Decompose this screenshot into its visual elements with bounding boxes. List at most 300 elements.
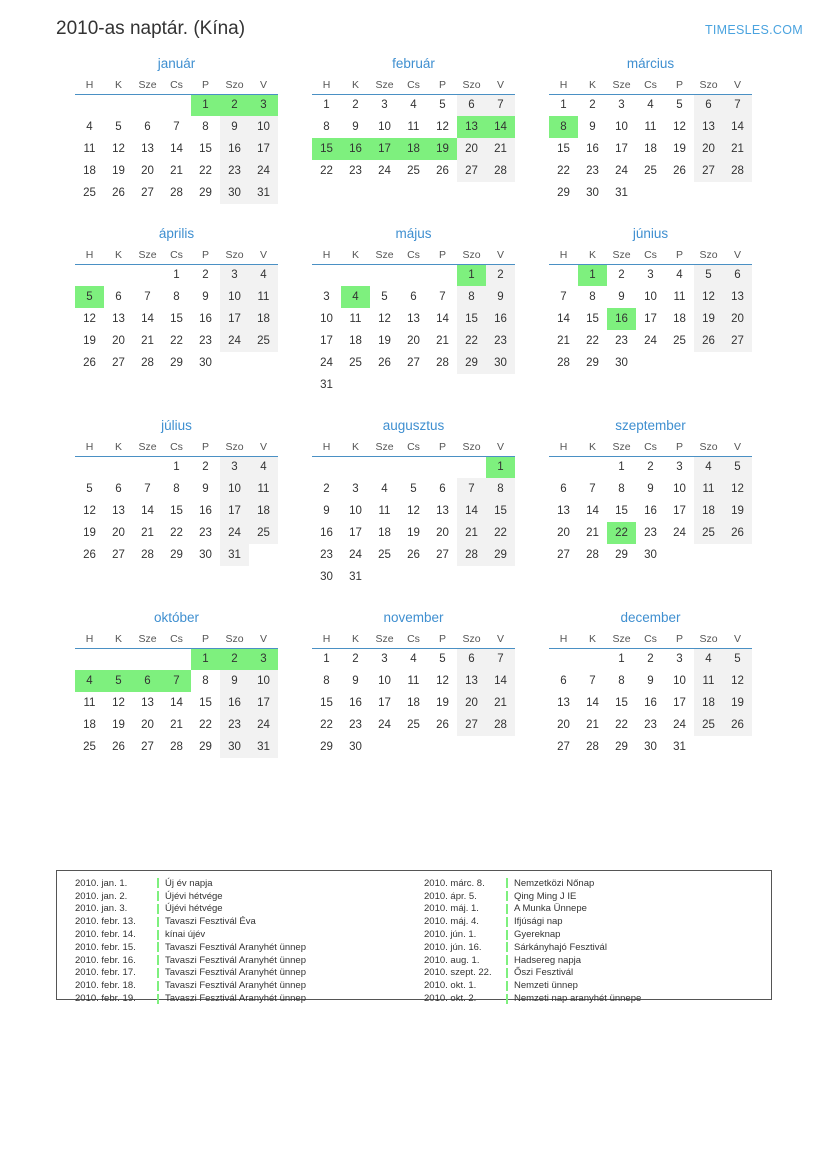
day-cell[interactable]: 27 xyxy=(557,549,570,561)
day-cell[interactable]: 9 xyxy=(352,121,359,133)
day-cell[interactable]: 16 xyxy=(586,143,599,155)
day-cell[interactable]: 3 xyxy=(220,264,249,286)
day-cell[interactable]: 22 xyxy=(199,719,212,731)
day-cell[interactable]: 11 xyxy=(644,121,657,133)
day-cell[interactable]: 4 xyxy=(410,99,417,112)
day-cell[interactable]: 24 xyxy=(249,714,278,736)
day-cell[interactable]: 13 xyxy=(557,505,570,517)
day-cell[interactable]: 11 xyxy=(407,675,420,687)
day-cell[interactable]: 5 xyxy=(115,121,122,133)
day-cell[interactable]: 20 xyxy=(723,308,752,330)
day-cell[interactable]: 23 xyxy=(615,335,628,347)
day-cell[interactable]: 11 xyxy=(83,697,96,709)
day-cell[interactable]: 9 xyxy=(647,675,654,687)
day-cell[interactable]: 18 xyxy=(83,719,96,731)
day-cell[interactable]: 28 xyxy=(457,544,486,566)
day-cell[interactable]: 9 xyxy=(589,121,596,133)
day-cell-holiday[interactable]: 2 xyxy=(220,94,249,116)
day-cell[interactable]: 23 xyxy=(349,719,362,731)
day-cell[interactable]: 8 xyxy=(618,675,625,687)
day-cell[interactable]: 10 xyxy=(644,291,657,303)
day-cell[interactable]: 4 xyxy=(86,121,93,133)
day-cell[interactable]: 10 xyxy=(349,505,362,517)
day-cell[interactable]: 2 xyxy=(647,653,654,666)
day-cell[interactable]: 20 xyxy=(141,719,154,731)
day-cell[interactable]: 3 xyxy=(676,653,683,666)
day-cell[interactable]: 24 xyxy=(378,719,391,731)
day-cell[interactable]: 12 xyxy=(694,286,723,308)
day-cell[interactable]: 16 xyxy=(199,313,212,325)
day-cell[interactable]: 22 xyxy=(557,165,570,177)
day-cell[interactable]: 31 xyxy=(249,182,278,204)
day-cell[interactable]: 21 xyxy=(486,138,515,160)
day-cell[interactable]: 16 xyxy=(644,697,657,709)
day-cell[interactable]: 26 xyxy=(673,165,686,177)
day-cell[interactable]: 27 xyxy=(141,741,154,753)
day-cell-holiday[interactable]: 8 xyxy=(549,116,578,138)
day-cell[interactable]: 26 xyxy=(83,549,96,561)
day-cell[interactable]: 14 xyxy=(557,313,570,325)
day-cell[interactable]: 30 xyxy=(586,187,599,199)
day-cell[interactable]: 21 xyxy=(586,719,599,731)
day-cell[interactable]: 30 xyxy=(220,736,249,758)
day-cell[interactable]: 26 xyxy=(112,187,125,199)
day-cell[interactable]: 8 xyxy=(173,291,180,303)
day-cell[interactable]: 1 xyxy=(173,461,180,474)
day-cell[interactable]: 14 xyxy=(723,116,752,138)
day-cell[interactable]: 29 xyxy=(615,741,628,753)
day-cell[interactable]: 17 xyxy=(673,697,686,709)
day-cell[interactable]: 30 xyxy=(199,357,212,369)
day-cell[interactable]: 27 xyxy=(723,330,752,352)
day-cell[interactable]: 1 xyxy=(560,99,567,112)
day-cell[interactable]: 22 xyxy=(320,719,333,731)
day-cell[interactable]: 27 xyxy=(407,357,420,369)
day-cell[interactable]: 17 xyxy=(320,335,333,347)
day-cell[interactable]: 24 xyxy=(378,165,391,177)
day-cell[interactable]: 2 xyxy=(352,99,359,112)
day-cell[interactable]: 30 xyxy=(644,741,657,753)
day-cell[interactable]: 14 xyxy=(457,500,486,522)
day-cell[interactable]: 28 xyxy=(170,741,183,753)
day-cell[interactable]: 14 xyxy=(586,505,599,517)
day-cell[interactable]: 29 xyxy=(486,544,515,566)
day-cell[interactable]: 12 xyxy=(83,313,96,325)
day-cell[interactable]: 11 xyxy=(694,478,723,500)
day-cell[interactable]: 5 xyxy=(723,456,752,478)
day-cell[interactable]: 14 xyxy=(170,697,183,709)
day-cell[interactable]: 28 xyxy=(486,714,515,736)
day-cell[interactable]: 15 xyxy=(586,313,599,325)
day-cell[interactable]: 16 xyxy=(349,697,362,709)
day-cell[interactable]: 18 xyxy=(407,697,420,709)
day-cell[interactable]: 11 xyxy=(407,121,420,133)
day-cell[interactable]: 24 xyxy=(320,357,333,369)
day-cell-holiday[interactable]: 15 xyxy=(312,138,341,160)
day-cell[interactable]: 12 xyxy=(723,670,752,692)
day-cell[interactable]: 1 xyxy=(618,461,625,474)
day-cell[interactable]: 14 xyxy=(141,313,154,325)
day-cell[interactable]: 17 xyxy=(378,697,391,709)
day-cell[interactable]: 12 xyxy=(112,143,125,155)
day-cell[interactable]: 23 xyxy=(220,714,249,736)
day-cell[interactable]: 21 xyxy=(436,335,449,347)
day-cell[interactable]: 12 xyxy=(436,121,449,133)
day-cell[interactable]: 13 xyxy=(457,670,486,692)
day-cell[interactable]: 14 xyxy=(141,505,154,517)
day-cell[interactable]: 4 xyxy=(249,264,278,286)
day-cell[interactable]: 11 xyxy=(349,313,362,325)
day-cell[interactable]: 30 xyxy=(320,571,333,583)
day-cell[interactable]: 10 xyxy=(249,116,278,138)
day-cell[interactable]: 25 xyxy=(249,330,278,352)
day-cell[interactable]: 26 xyxy=(723,714,752,736)
day-cell[interactable]: 15 xyxy=(486,500,515,522)
day-cell[interactable]: 10 xyxy=(220,478,249,500)
day-cell[interactable]: 5 xyxy=(439,653,446,666)
day-cell-holiday[interactable]: 1 xyxy=(486,456,515,478)
day-cell[interactable]: 24 xyxy=(220,522,249,544)
day-cell-holiday[interactable]: 4 xyxy=(75,670,104,692)
day-cell[interactable]: 11 xyxy=(378,505,391,517)
day-cell[interactable]: 7 xyxy=(486,648,515,670)
day-cell[interactable]: 10 xyxy=(673,483,686,495)
day-cell[interactable]: 2 xyxy=(618,269,625,282)
day-cell[interactable]: 8 xyxy=(323,675,330,687)
day-cell[interactable]: 10 xyxy=(615,121,628,133)
day-cell[interactable]: 11 xyxy=(83,143,96,155)
day-cell[interactable]: 10 xyxy=(378,675,391,687)
day-cell[interactable]: 15 xyxy=(199,697,212,709)
day-cell[interactable]: 23 xyxy=(349,165,362,177)
day-cell[interactable]: 27 xyxy=(457,714,486,736)
day-cell[interactable]: 27 xyxy=(436,549,449,561)
day-cell[interactable]: 28 xyxy=(486,160,515,182)
day-cell[interactable]: 30 xyxy=(615,357,628,369)
day-cell[interactable]: 26 xyxy=(723,522,752,544)
day-cell[interactable]: 31 xyxy=(615,187,628,199)
day-cell[interactable]: 18 xyxy=(694,692,723,714)
day-cell-holiday[interactable]: 5 xyxy=(104,670,133,692)
day-cell[interactable]: 23 xyxy=(199,527,212,539)
day-cell-holiday[interactable]: 7 xyxy=(162,670,191,692)
day-cell[interactable]: 13 xyxy=(557,697,570,709)
day-cell[interactable]: 31 xyxy=(673,741,686,753)
day-cell[interactable]: 12 xyxy=(407,505,420,517)
day-cell[interactable]: 6 xyxy=(723,264,752,286)
day-cell[interactable]: 9 xyxy=(220,116,249,138)
day-cell[interactable]: 17 xyxy=(220,500,249,522)
day-cell[interactable]: 25 xyxy=(644,165,657,177)
day-cell[interactable]: 8 xyxy=(589,291,596,303)
day-cell[interactable]: 4 xyxy=(676,269,683,282)
day-cell[interactable]: 16 xyxy=(220,692,249,714)
day-cell[interactable]: 12 xyxy=(112,697,125,709)
day-cell[interactable]: 30 xyxy=(486,352,515,374)
day-cell[interactable]: 6 xyxy=(115,483,122,495)
day-cell[interactable]: 18 xyxy=(249,500,278,522)
day-cell[interactable]: 21 xyxy=(170,719,183,731)
day-cell[interactable]: 19 xyxy=(436,697,449,709)
day-cell[interactable]: 15 xyxy=(615,505,628,517)
day-cell[interactable]: 24 xyxy=(615,165,628,177)
day-cell[interactable]: 15 xyxy=(615,697,628,709)
day-cell[interactable]: 21 xyxy=(457,522,486,544)
day-cell[interactable]: 20 xyxy=(694,138,723,160)
day-cell[interactable]: 2 xyxy=(486,264,515,286)
day-cell[interactable]: 29 xyxy=(199,187,212,199)
day-cell[interactable]: 24 xyxy=(220,330,249,352)
day-cell[interactable]: 24 xyxy=(673,719,686,731)
day-cell[interactable]: 23 xyxy=(644,527,657,539)
day-cell[interactable]: 4 xyxy=(647,99,654,112)
day-cell[interactable]: 10 xyxy=(378,121,391,133)
day-cell[interactable]: 25 xyxy=(694,714,723,736)
day-cell[interactable]: 15 xyxy=(320,697,333,709)
day-cell[interactable]: 23 xyxy=(320,549,333,561)
day-cell-holiday[interactable]: 4 xyxy=(341,286,370,308)
day-cell[interactable]: 10 xyxy=(320,313,333,325)
day-cell[interactable]: 7 xyxy=(439,291,446,303)
day-cell[interactable]: 3 xyxy=(381,653,388,666)
day-cell[interactable]: 20 xyxy=(407,335,420,347)
day-cell[interactable]: 28 xyxy=(586,549,599,561)
day-cell[interactable]: 25 xyxy=(694,522,723,544)
day-cell[interactable]: 13 xyxy=(141,697,154,709)
day-cell[interactable]: 24 xyxy=(249,160,278,182)
day-cell[interactable]: 17 xyxy=(249,692,278,714)
day-cell[interactable]: 6 xyxy=(115,291,122,303)
day-cell-holiday[interactable]: 6 xyxy=(133,670,162,692)
day-cell-holiday[interactable]: 1 xyxy=(578,264,607,286)
day-cell[interactable]: 7 xyxy=(589,675,596,687)
day-cell-holiday[interactable]: 1 xyxy=(457,264,486,286)
day-cell[interactable]: 7 xyxy=(144,291,151,303)
day-cell[interactable]: 15 xyxy=(557,143,570,155)
day-cell[interactable]: 29 xyxy=(320,741,333,753)
day-cell[interactable]: 11 xyxy=(249,286,278,308)
day-cell[interactable]: 2 xyxy=(589,99,596,112)
day-cell[interactable]: 29 xyxy=(199,741,212,753)
day-cell[interactable]: 28 xyxy=(141,357,154,369)
day-cell[interactable]: 12 xyxy=(723,478,752,500)
day-cell[interactable]: 28 xyxy=(723,160,752,182)
day-cell[interactable]: 29 xyxy=(615,549,628,561)
day-cell[interactable]: 21 xyxy=(486,692,515,714)
day-cell[interactable]: 8 xyxy=(202,675,209,687)
day-cell[interactable]: 20 xyxy=(557,719,570,731)
day-cell[interactable]: 20 xyxy=(457,138,486,160)
day-cell[interactable]: 27 xyxy=(457,160,486,182)
day-cell[interactable]: 23 xyxy=(486,330,515,352)
day-cell[interactable]: 17 xyxy=(249,138,278,160)
day-cell[interactable]: 9 xyxy=(202,291,209,303)
day-cell-holiday[interactable]: 5 xyxy=(75,286,104,308)
day-cell[interactable]: 19 xyxy=(723,500,752,522)
day-cell[interactable]: 8 xyxy=(323,121,330,133)
day-cell[interactable]: 6 xyxy=(694,94,723,116)
day-cell[interactable]: 19 xyxy=(673,143,686,155)
day-cell[interactable]: 19 xyxy=(112,165,125,177)
day-cell[interactable]: 25 xyxy=(349,357,362,369)
day-cell[interactable]: 8 xyxy=(202,121,209,133)
day-cell[interactable]: 7 xyxy=(589,483,596,495)
day-cell[interactable]: 23 xyxy=(644,719,657,731)
day-cell[interactable]: 9 xyxy=(352,675,359,687)
day-cell[interactable]: 9 xyxy=(647,483,654,495)
day-cell-holiday[interactable]: 1 xyxy=(191,94,220,116)
day-cell[interactable]: 18 xyxy=(694,500,723,522)
day-cell[interactable]: 13 xyxy=(407,313,420,325)
day-cell[interactable]: 3 xyxy=(381,99,388,112)
day-cell[interactable]: 9 xyxy=(323,505,330,517)
day-cell[interactable]: 22 xyxy=(457,330,486,352)
day-cell[interactable]: 6 xyxy=(410,291,417,303)
day-cell-holiday[interactable]: 19 xyxy=(428,138,457,160)
day-cell[interactable]: 1 xyxy=(173,269,180,282)
day-cell[interactable]: 6 xyxy=(560,675,567,687)
day-cell[interactable]: 27 xyxy=(112,357,125,369)
day-cell[interactable]: 23 xyxy=(199,335,212,347)
day-cell[interactable]: 21 xyxy=(170,165,183,177)
day-cell[interactable]: 27 xyxy=(557,741,570,753)
day-cell[interactable]: 25 xyxy=(407,165,420,177)
day-cell[interactable]: 6 xyxy=(439,483,446,495)
day-cell[interactable]: 9 xyxy=(202,483,209,495)
day-cell[interactable]: 30 xyxy=(644,549,657,561)
day-cell[interactable]: 7 xyxy=(723,94,752,116)
day-cell[interactable]: 3 xyxy=(618,99,625,112)
day-cell[interactable]: 17 xyxy=(349,527,362,539)
day-cell[interactable]: 20 xyxy=(436,527,449,539)
day-cell[interactable]: 25 xyxy=(378,549,391,561)
day-cell[interactable]: 21 xyxy=(557,335,570,347)
day-cell[interactable]: 16 xyxy=(644,505,657,517)
day-cell[interactable]: 21 xyxy=(141,335,154,347)
day-cell[interactable]: 11 xyxy=(249,478,278,500)
day-cell[interactable]: 13 xyxy=(436,505,449,517)
day-cell-holiday[interactable]: 16 xyxy=(341,138,370,160)
day-cell[interactable]: 13 xyxy=(694,116,723,138)
day-cell[interactable]: 7 xyxy=(486,94,515,116)
day-cell[interactable]: 19 xyxy=(694,308,723,330)
day-cell[interactable]: 21 xyxy=(586,527,599,539)
day-cell[interactable]: 26 xyxy=(436,719,449,731)
day-cell-holiday[interactable]: 14 xyxy=(486,116,515,138)
day-cell[interactable]: 22 xyxy=(486,522,515,544)
day-cell[interactable]: 25 xyxy=(249,522,278,544)
day-cell[interactable]: 31 xyxy=(320,379,333,391)
day-cell[interactable]: 6 xyxy=(144,121,151,133)
day-cell[interactable]: 9 xyxy=(486,286,515,308)
day-cell[interactable]: 21 xyxy=(723,138,752,160)
day-cell[interactable]: 2 xyxy=(202,461,209,474)
day-cell[interactable]: 3 xyxy=(676,461,683,474)
day-cell[interactable]: 22 xyxy=(199,165,212,177)
day-cell[interactable]: 19 xyxy=(112,719,125,731)
day-cell[interactable]: 22 xyxy=(586,335,599,347)
day-cell[interactable]: 1 xyxy=(618,653,625,666)
day-cell[interactable]: 19 xyxy=(723,692,752,714)
day-cell[interactable]: 27 xyxy=(694,160,723,182)
day-cell[interactable]: 1 xyxy=(323,653,330,666)
day-cell[interactable]: 22 xyxy=(170,335,183,347)
day-cell[interactable]: 13 xyxy=(141,143,154,155)
day-cell[interactable]: 11 xyxy=(694,670,723,692)
day-cell[interactable]: 8 xyxy=(173,483,180,495)
day-cell-holiday[interactable]: 17 xyxy=(370,138,399,160)
day-cell[interactable]: 7 xyxy=(560,291,567,303)
day-cell[interactable]: 17 xyxy=(644,313,657,325)
day-cell[interactable]: 14 xyxy=(436,313,449,325)
day-cell[interactable]: 18 xyxy=(249,308,278,330)
day-cell[interactable]: 17 xyxy=(673,505,686,517)
day-cell[interactable]: 22 xyxy=(170,527,183,539)
day-cell[interactable]: 25 xyxy=(83,741,96,753)
day-cell[interactable]: 16 xyxy=(320,527,333,539)
day-cell[interactable]: 5 xyxy=(410,483,417,495)
day-cell[interactable]: 25 xyxy=(83,187,96,199)
day-cell-holiday[interactable]: 3 xyxy=(249,648,278,670)
day-cell[interactable]: 28 xyxy=(141,549,154,561)
day-cell[interactable]: 24 xyxy=(349,549,362,561)
day-cell[interactable]: 4 xyxy=(410,653,417,666)
day-cell[interactable]: 19 xyxy=(378,335,391,347)
day-cell[interactable]: 26 xyxy=(407,549,420,561)
day-cell[interactable]: 12 xyxy=(83,505,96,517)
day-cell[interactable]: 25 xyxy=(407,719,420,731)
day-cell[interactable]: 29 xyxy=(557,187,570,199)
day-cell[interactable]: 29 xyxy=(170,357,183,369)
day-cell[interactable]: 29 xyxy=(586,357,599,369)
day-cell[interactable]: 4 xyxy=(694,648,723,670)
day-cell[interactable]: 23 xyxy=(220,160,249,182)
day-cell-holiday[interactable]: 16 xyxy=(607,308,636,330)
day-cell[interactable]: 27 xyxy=(112,549,125,561)
day-cell[interactable]: 20 xyxy=(112,527,125,539)
day-cell[interactable]: 13 xyxy=(112,313,125,325)
day-cell[interactable]: 16 xyxy=(486,308,515,330)
day-cell[interactable]: 20 xyxy=(457,692,486,714)
day-cell[interactable]: 8 xyxy=(486,478,515,500)
day-cell[interactable]: 7 xyxy=(457,478,486,500)
day-cell[interactable]: 12 xyxy=(436,675,449,687)
day-cell[interactable]: 5 xyxy=(439,99,446,112)
day-cell[interactable]: 15 xyxy=(457,308,486,330)
day-cell[interactable]: 19 xyxy=(83,527,96,539)
day-cell[interactable]: 31 xyxy=(249,736,278,758)
day-cell[interactable]: 15 xyxy=(170,313,183,325)
day-cell[interactable]: 2 xyxy=(202,269,209,282)
day-cell[interactable]: 15 xyxy=(170,505,183,517)
day-cell[interactable]: 3 xyxy=(352,483,359,495)
day-cell[interactable]: 27 xyxy=(141,187,154,199)
day-cell[interactable]: 8 xyxy=(618,483,625,495)
day-cell[interactable]: 9 xyxy=(618,291,625,303)
day-cell[interactable]: 6 xyxy=(457,94,486,116)
day-cell[interactable]: 26 xyxy=(436,165,449,177)
day-cell[interactable]: 28 xyxy=(436,357,449,369)
day-cell[interactable]: 20 xyxy=(557,527,570,539)
day-cell[interactable]: 13 xyxy=(112,505,125,517)
day-cell[interactable]: 20 xyxy=(112,335,125,347)
day-cell[interactable]: 14 xyxy=(170,143,183,155)
day-cell[interactable]: 5 xyxy=(86,483,93,495)
day-cell[interactable]: 15 xyxy=(199,143,212,155)
day-cell[interactable]: 18 xyxy=(644,143,657,155)
day-cell[interactable]: 2 xyxy=(647,461,654,474)
day-cell[interactable]: 2 xyxy=(323,483,330,495)
